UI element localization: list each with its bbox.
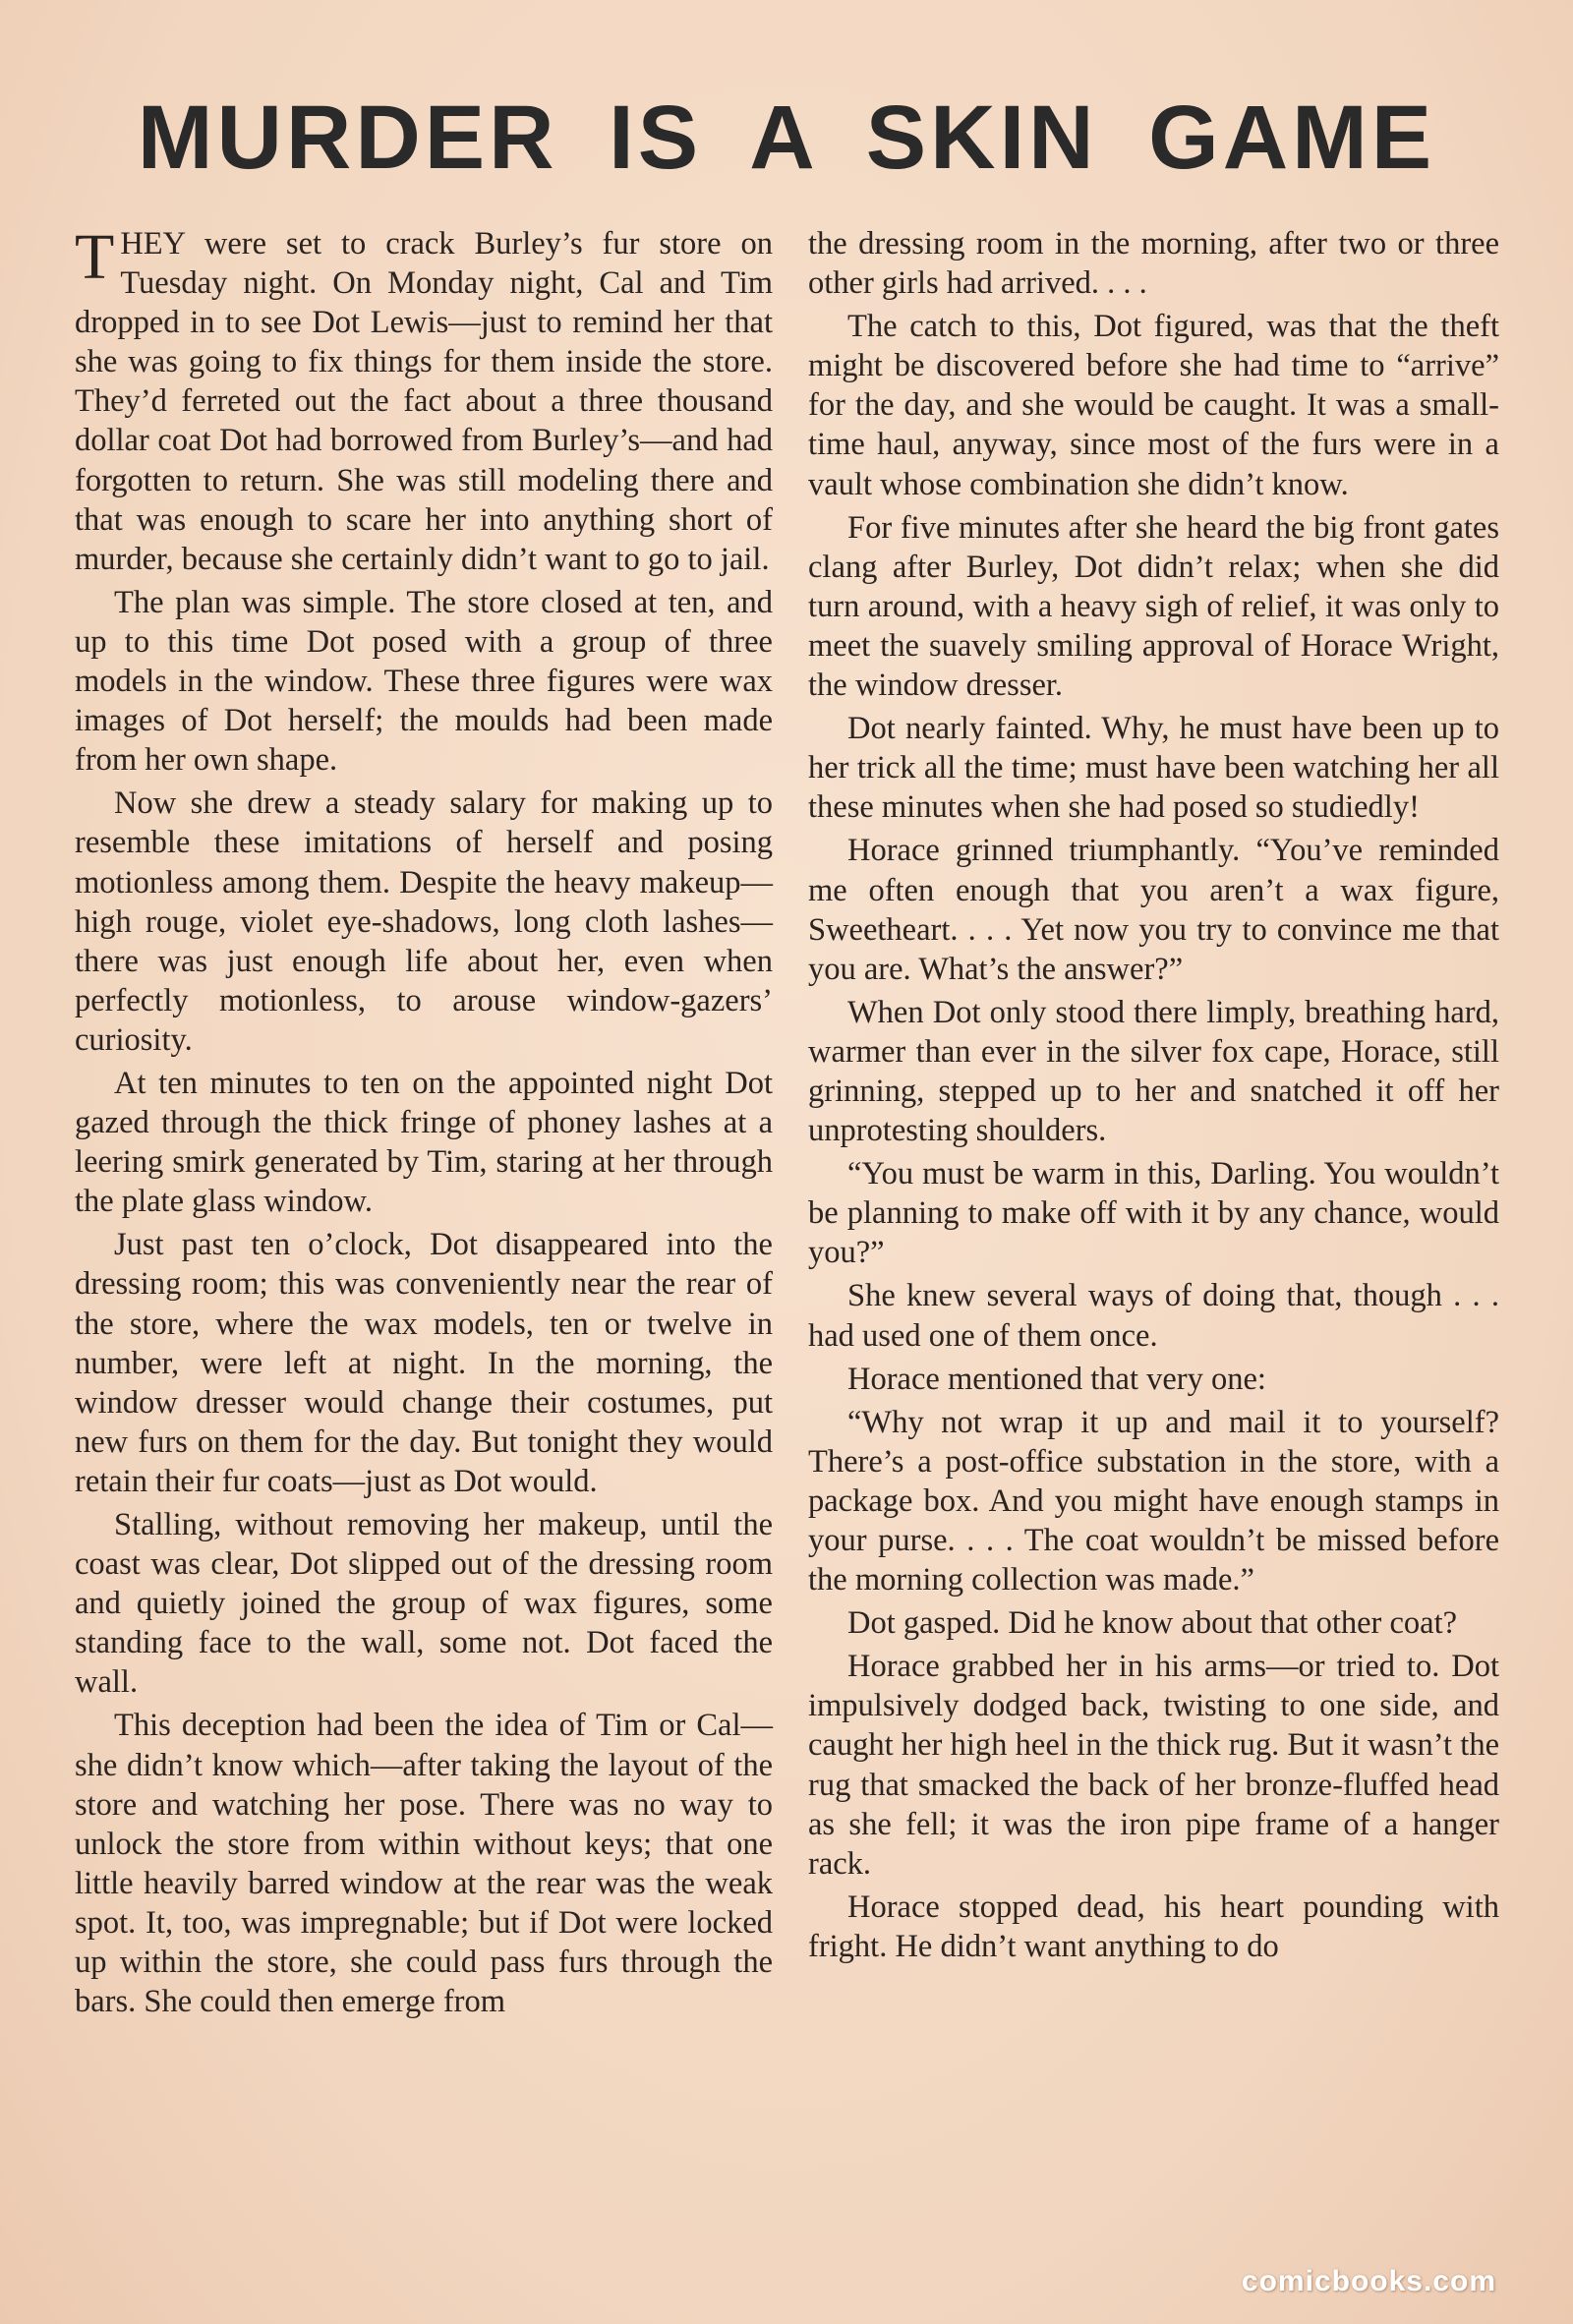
paragraph: Now she drew a steady salary for making up to resemble these imitations of herself and posing motionless among them. Despite the heavy makeup—high rouge, violet eye-shadows, long cloth lashes—there was just enough life about her, even when perfectly motionless, to arouse window-gazers’ curiosity. — [75, 785, 773, 1058]
paragraph: This deception had been the idea of Tim or Cal—she didn’t know which—after taking the layout of the store and watching her pose. There was no way to unlock the store from within without keys; that one little heavily barred window at the rear was the weak spot. It, too, was impregnable; but if Dot were locked up within the store, she could pass furs through the bars. She could then emerge from — [75, 1708, 773, 2020]
paragraph — [75, 221, 773, 579]
paragraph: Horace stopped dead, his heart pounding with fright. He didn’t want anything to do — [808, 1888, 1499, 1964]
paragraph: Stalling, without removing her makeup, until the coast was clear, Dot slipped out of the dressing room and quietly joined the group of wax figures, some standing face to the wall, some not. Dot faced the wall. — [75, 1507, 773, 1701]
paragraph: She knew several ways of doing that, though . . . had used one of them once. — [808, 1278, 1499, 1354]
paragraph: The catch to this, Dot figured, was that the theft might be discovered before she had time to “arrive” for the day, and she would be caught. It was a small-time haul, anyway, since most of the furs were in a vault whose combination she didn’t know. — [808, 309, 1499, 502]
paragraph: the dressing room in the morning, after two or three other girls had arrived. . . . — [808, 226, 1499, 302]
watermark: comicbooks.com — [1241, 2265, 1496, 2297]
paragraph: Horace grabbed her in his arms—or tried to. Dot impulsively dodged back, twisting to one side, and caught her high heel in the thick rug. But it wasn’t the rug that smacked the back of her bronze-fluffed head as she fell; it was the iron pipe frame of a hanger rack. — [808, 1649, 1499, 1882]
paragraph: “Why not wrap it up and mail it to yourself? There’s a post-office substation in the store, with a package box. And you might have enough stamps in your purse. . . . The coat wouldn’t be missed before the morning collection was made.” — [808, 1404, 1499, 1598]
right-column — [808, 224, 1499, 1970]
paragraph: Dot gasped. Did he know about that other coat? — [847, 1605, 1458, 1642]
paragraph: For five minutes after she heard the big front gates clang after Burley, Dot didn’t relax; when she did turn around, with a heavy sigh of relief, it was only to meet the suavely smiling approval of Horace Wright, the window dresser. — [808, 509, 1499, 704]
drop-cap: T — [75, 221, 115, 293]
paragraph: At ten minutes to ten on the appointed night Dot gazed through the thick fringe of phoney lashes at a leering smirk generated by Tim, staring at her through the plate glass window. — [75, 1065, 773, 1220]
paragraph: Just past ten o’clock, Dot disappeared into the dressing room; this was conveniently near the rear of the store, where the wax models, ten or twelve in number, were left at night. In the morning, the window dresser would change their costumes, put new furs on them for the day. But tonight they would retain their fur coats—just as Dot would. — [75, 1227, 773, 1499]
paragraph-text: HEY were set to crack Burley’s fur store on Tuesday night. On Monday night, Cal and Tim dropped in to see Dot Lewis—just to remind her that she was going to fix things for them inside the store. They’d ferreted out the fact about a three thousand dollar coat Dot had borrowed from Burley’s—and had forgotten to return. She was still modeling there and that was enough to scare her into anything short of murder, because she certainly didn’t want to go to jail. — [75, 226, 773, 577]
paragraph: Dot nearly fainted. Why, he must have been up to her trick all the time; must have been watching her all these minutes when she had posed so studiedly! — [808, 711, 1499, 826]
paragraph: Horace mentioned that very one: — [847, 1361, 1266, 1397]
left-column — [75, 221, 773, 2025]
paragraph: The plan was simple. The store closed at ten, and up to this time Dot posed with a group of three models in the window. These three figures were wax images of Dot herself; the moulds had been made from her own shape. — [75, 584, 773, 779]
paragraph: “You must be warm in this, Darling. You wouldn’t be planning to make off with it by any chance, would you?” — [808, 1156, 1499, 1271]
paragraph: Horace grinned triumphantly. “You’ve reminded me often enough that you aren’t a wax figure, Sweetheart. . . . Yet now you try to convince me that you are. What’s the answer?” — [808, 833, 1499, 987]
story-title: MURDER IS A SKIN GAME — [137, 87, 1436, 188]
paragraph: When Dot only stood there limply, breathing hard, warmer than ever in the silver fox cape, Horace, still grinning, stepped up to her and snatched it off her unprotesting shoulders. — [808, 994, 1499, 1149]
